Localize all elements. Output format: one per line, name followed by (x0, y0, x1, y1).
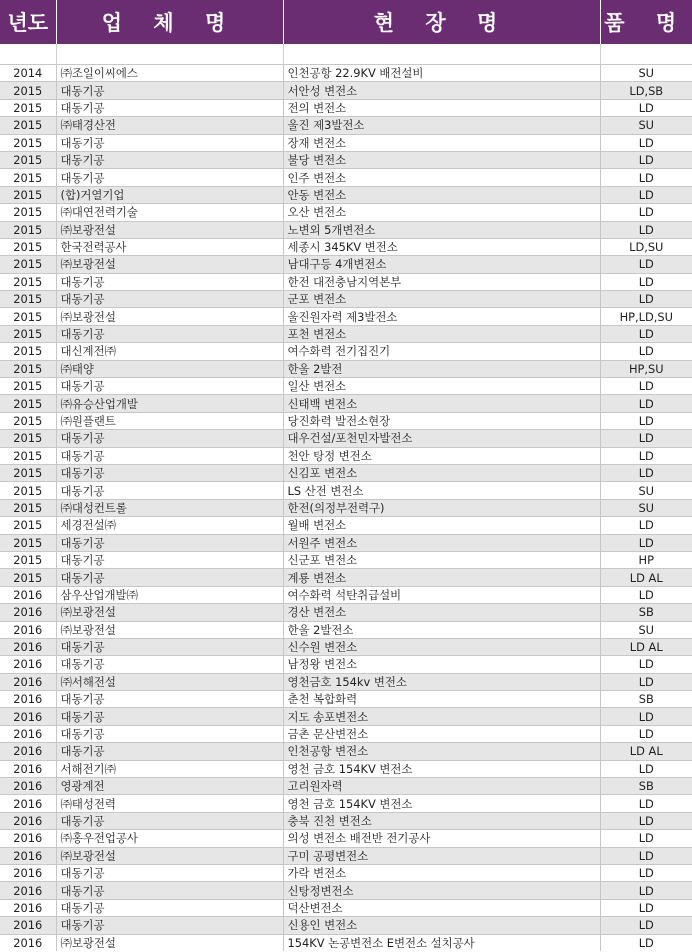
table-row (0, 99, 692, 116)
cell-site: 한울 2발전소 (283, 621, 600, 638)
table-row (0, 325, 692, 342)
cell-product: LD (600, 99, 692, 116)
table-row (0, 186, 692, 203)
cell-year: 2015 (0, 238, 56, 255)
cell-year: 2015 (0, 412, 56, 429)
cell-product: LD (600, 812, 692, 829)
cell-company: ㈜홍우전업공사 (56, 830, 283, 847)
cell-product: LD (600, 795, 692, 812)
cell-company: 대동기공 (56, 169, 283, 186)
cell-product: LD (600, 134, 692, 151)
table-row (0, 273, 692, 290)
table-row (0, 760, 692, 777)
cell-year: 2015 (0, 378, 56, 395)
cell-year: 2015 (0, 447, 56, 464)
cell-company: (합)거열기업 (56, 186, 283, 203)
cell-product: LD (600, 534, 692, 551)
cell-year: 2014 (0, 65, 56, 82)
cell-product: LD (600, 325, 692, 342)
cell-year: 2015 (0, 151, 56, 168)
cell-year: 2016 (0, 917, 56, 934)
cell-site: 포천 변전소 (283, 325, 600, 342)
cell-site: 울진 제3발전소 (283, 117, 600, 134)
cell-year: 2016 (0, 708, 56, 725)
header-spacer (0, 44, 692, 65)
table-row (0, 673, 692, 690)
cell-product: LD (600, 586, 692, 603)
cell-company: 대동기공 (56, 569, 283, 586)
table-row (0, 360, 692, 377)
cell-product: LD,SU (600, 238, 692, 255)
cell-product: LD (600, 395, 692, 412)
table-row (0, 725, 692, 742)
cell-site: 불당 변전소 (283, 151, 600, 168)
header-company: 업 체 명 (56, 0, 283, 44)
cell-company: 대동기공 (56, 534, 283, 551)
cell-year: 2016 (0, 847, 56, 864)
cell-company: 대동기공 (56, 899, 283, 916)
table-row (0, 151, 692, 168)
cell-site: 전의 변전소 (283, 99, 600, 116)
cell-company: 대동기공 (56, 378, 283, 395)
cell-site: 신수원 변전소 (283, 638, 600, 655)
cell-product: LD (600, 447, 692, 464)
cell-site: 신탕정변전소 (283, 882, 600, 899)
table-row (0, 238, 692, 255)
cell-site: 세종시 345KV 변전소 (283, 238, 600, 255)
cell-site: 의성 변전소 배전반 전기공사 (283, 830, 600, 847)
cell-company: 대동기공 (56, 447, 283, 464)
cell-product: LD (600, 343, 692, 360)
table-row (0, 534, 692, 551)
cell-product: LD (600, 725, 692, 742)
cell-product: LD (600, 656, 692, 673)
table-row (0, 812, 692, 829)
cell-year: 2016 (0, 899, 56, 916)
cell-company: 삼우산업개발㈜ (56, 586, 283, 603)
table-row (0, 830, 692, 847)
table-row (0, 743, 692, 760)
table-row (0, 82, 692, 99)
cell-year: 2015 (0, 204, 56, 221)
cell-company: 대동기공 (56, 882, 283, 899)
table-row (0, 464, 692, 481)
cell-company: 대동기공 (56, 638, 283, 655)
cell-year: 2016 (0, 864, 56, 881)
cell-site: 오산 변전소 (283, 204, 600, 221)
cell-company: ㈜태성전력 (56, 795, 283, 812)
cell-year: 2015 (0, 499, 56, 516)
cell-year: 2015 (0, 482, 56, 499)
cell-site: 고리원자력 (283, 778, 600, 795)
cell-product: LD (600, 204, 692, 221)
cell-site: 신군포 변전소 (283, 551, 600, 568)
cell-product: LD (600, 151, 692, 168)
cell-site: 덕산변전소 (283, 899, 600, 916)
cell-site: 인천공항 22.9KV 배전설비 (283, 65, 600, 82)
cell-product: SU (600, 117, 692, 134)
cell-year: 2015 (0, 464, 56, 481)
cell-site: 천안 탕정 변전소 (283, 447, 600, 464)
cell-site: 월배 변전소 (283, 517, 600, 534)
cell-site: 신김포 변전소 (283, 464, 600, 481)
table-row (0, 864, 692, 881)
table-row (0, 621, 692, 638)
cell-company: 대동기공 (56, 82, 283, 99)
table-row (0, 291, 692, 308)
cell-year: 2015 (0, 99, 56, 116)
cell-site: 금촌 문산변전소 (283, 725, 600, 742)
cell-company: 대동기공 (56, 551, 283, 568)
table-row (0, 847, 692, 864)
header-year: 년도 (0, 0, 56, 44)
cell-product: HP,SU (600, 360, 692, 377)
cell-site: 계룡 변전소 (283, 569, 600, 586)
cell-product: LD (600, 917, 692, 934)
table-row (0, 221, 692, 238)
cell-company: 대동기공 (56, 743, 283, 760)
cell-company: 대동기공 (56, 656, 283, 673)
header-product: 품 명 (600, 0, 692, 44)
cell-company: 대동기공 (56, 864, 283, 881)
cell-year: 2015 (0, 343, 56, 360)
cell-site: 서원주 변전소 (283, 534, 600, 551)
cell-product: LD (600, 847, 692, 864)
cell-year: 2015 (0, 273, 56, 290)
cell-company: 대동기공 (56, 99, 283, 116)
cell-year: 2016 (0, 812, 56, 829)
cell-site: 장재 변전소 (283, 134, 600, 151)
cell-site: 울진원자력 제3발전소 (283, 308, 600, 325)
cell-year: 2015 (0, 569, 56, 586)
cell-site: 인주 변전소 (283, 169, 600, 186)
cell-year: 2016 (0, 743, 56, 760)
cell-company: ㈜조일이씨에스 (56, 65, 283, 82)
cell-company: 대동기공 (56, 151, 283, 168)
cell-product: LD (600, 934, 692, 951)
cell-product: LD (600, 830, 692, 847)
cell-company: 대동기공 (56, 691, 283, 708)
cell-site: 남정왕 변전소 (283, 656, 600, 673)
cell-site: 한울 2발전 (283, 360, 600, 377)
cell-site: 154KV 논공변전소 E변전소 설치공사 (283, 934, 600, 951)
cell-year: 2015 (0, 308, 56, 325)
cell-company: ㈜대연전력기술 (56, 204, 283, 221)
cell-company: ㈜보광전설 (56, 308, 283, 325)
cell-year: 2016 (0, 586, 56, 603)
cell-product: LD AL (600, 569, 692, 586)
cell-site: 군포 변전소 (283, 291, 600, 308)
cell-product: SU (600, 499, 692, 516)
table-row (0, 934, 692, 951)
cell-product: LD (600, 412, 692, 429)
cell-product: LD (600, 517, 692, 534)
cell-company: 대동기공 (56, 725, 283, 742)
cell-company: ㈜태경산전 (56, 117, 283, 134)
cell-product: HP (600, 551, 692, 568)
table-row (0, 899, 692, 916)
cell-year: 2016 (0, 725, 56, 742)
table-row (0, 795, 692, 812)
cell-site: 안동 변전소 (283, 186, 600, 203)
cell-site: 영천금호 154kv 변전소 (283, 673, 600, 690)
cell-product: LD (600, 378, 692, 395)
cell-site: 대우건설/포천민자발전소 (283, 430, 600, 447)
cell-year: 2016 (0, 934, 56, 951)
table-row (0, 343, 692, 360)
cell-product: LD (600, 256, 692, 273)
table-body (0, 44, 692, 951)
cell-site: 인천공항 변전소 (283, 743, 600, 760)
cell-product: LD (600, 430, 692, 447)
cell-year: 2015 (0, 517, 56, 534)
cell-product: LD,SB (600, 82, 692, 99)
table-row (0, 395, 692, 412)
cell-site: 남대구등 4개변전소 (283, 256, 600, 273)
cell-product: LD (600, 882, 692, 899)
cell-year: 2015 (0, 430, 56, 447)
table-row (0, 447, 692, 464)
cell-year: 2016 (0, 760, 56, 777)
table-row (0, 256, 692, 273)
cell-company: ㈜원플랜트 (56, 412, 283, 429)
cell-year: 2016 (0, 621, 56, 638)
cell-site: 서안성 변전소 (283, 82, 600, 99)
cell-year: 2015 (0, 256, 56, 273)
cell-year: 2015 (0, 360, 56, 377)
cell-product: LD (600, 273, 692, 290)
cell-company: ㈜보광전설 (56, 221, 283, 238)
cell-company: ㈜유승산업개발 (56, 395, 283, 412)
cell-site: 당진화력 발전소현장 (283, 412, 600, 429)
cell-company: 대동기공 (56, 464, 283, 481)
cell-site: 영천 금호 154KV 변전소 (283, 760, 600, 777)
table-row (0, 517, 692, 534)
cell-year: 2016 (0, 656, 56, 673)
cell-year: 2015 (0, 134, 56, 151)
cell-product: SB (600, 778, 692, 795)
cell-year: 2016 (0, 691, 56, 708)
cell-company: 대동기공 (56, 134, 283, 151)
cell-site: 춘천 복합화력 (283, 691, 600, 708)
cell-company: 대동기공 (56, 325, 283, 342)
cell-product: SB (600, 691, 692, 708)
cell-company: 대동기공 (56, 812, 283, 829)
cell-year: 2015 (0, 221, 56, 238)
cell-company: 영광계전 (56, 778, 283, 795)
table-row (0, 499, 692, 516)
cell-product: LD (600, 864, 692, 881)
table-row (0, 638, 692, 655)
cell-company: 대신계전㈜ (56, 343, 283, 360)
cell-company: 대동기공 (56, 430, 283, 447)
cell-site: 경산 변전소 (283, 604, 600, 621)
cell-product: SB (600, 604, 692, 621)
cell-product: LD AL (600, 743, 692, 760)
cell-product: SU (600, 621, 692, 638)
table-row (0, 569, 692, 586)
table-row (0, 882, 692, 899)
cell-product: LD (600, 186, 692, 203)
cell-site: 일산 변전소 (283, 378, 600, 395)
cell-year: 2015 (0, 395, 56, 412)
table-row (0, 586, 692, 603)
table-row (0, 778, 692, 795)
cell-company: ㈜보광전설 (56, 621, 283, 638)
cell-company: ㈜보광전설 (56, 934, 283, 951)
cell-product: LD (600, 673, 692, 690)
cell-company: 대동기공 (56, 708, 283, 725)
cell-product: SU (600, 65, 692, 82)
cell-year: 2015 (0, 186, 56, 203)
cell-company: 서해전기㈜ (56, 760, 283, 777)
table-row (0, 378, 692, 395)
table-row (0, 604, 692, 621)
cell-year: 2016 (0, 604, 56, 621)
cell-year: 2015 (0, 291, 56, 308)
cell-site: 신태백 변전소 (283, 395, 600, 412)
cell-product: LD (600, 291, 692, 308)
table-row (0, 691, 692, 708)
cell-site: 여수화력 석탄취급설비 (283, 586, 600, 603)
cell-site: 영천 금호 154KV 변전소 (283, 795, 600, 812)
cell-year: 2016 (0, 638, 56, 655)
cell-company: 대동기공 (56, 482, 283, 499)
cell-company: 세경전설㈜ (56, 517, 283, 534)
cell-product: LD (600, 464, 692, 481)
cell-year: 2015 (0, 551, 56, 568)
cell-product: SU (600, 482, 692, 499)
cell-site: 구미 공평변전소 (283, 847, 600, 864)
table-row (0, 551, 692, 568)
cell-year: 2016 (0, 830, 56, 847)
cell-company: ㈜보광전설 (56, 256, 283, 273)
cell-company: 한국전력공사 (56, 238, 283, 255)
cell-site: 지도 송포변전소 (283, 708, 600, 725)
cell-company: ㈜보광전설 (56, 847, 283, 864)
cell-year: 2015 (0, 169, 56, 186)
cell-company: ㈜보광전설 (56, 604, 283, 621)
table-row (0, 308, 692, 325)
cell-site: 한전 대전충남지역본부 (283, 273, 600, 290)
table-row (0, 482, 692, 499)
cell-site: 한전(의정부전력구) (283, 499, 600, 516)
cell-product: LD AL (600, 638, 692, 655)
table-row (0, 169, 692, 186)
cell-product: HP,LD,SU (600, 308, 692, 325)
cell-company: 대동기공 (56, 291, 283, 308)
table-row (0, 204, 692, 221)
cell-product: LD (600, 708, 692, 725)
table-header (0, 0, 692, 44)
cell-site: 충북 진천 변전소 (283, 812, 600, 829)
table-row (0, 117, 692, 134)
table-row (0, 917, 692, 934)
cell-year: 2015 (0, 82, 56, 99)
table-row (0, 430, 692, 447)
cell-site: 여수화력 전기집진기 (283, 343, 600, 360)
cell-year: 2015 (0, 534, 56, 551)
cell-company: 대동기공 (56, 917, 283, 934)
table-row (0, 708, 692, 725)
cell-site: 가락 변전소 (283, 864, 600, 881)
cell-year: 2015 (0, 325, 56, 342)
table-row (0, 134, 692, 151)
table-row (0, 65, 692, 82)
cell-year: 2016 (0, 795, 56, 812)
cell-product: LD (600, 221, 692, 238)
cell-product: LD (600, 899, 692, 916)
cell-site: 노변외 5개변전소 (283, 221, 600, 238)
cell-site: LS 산전 변전소 (283, 482, 600, 499)
cell-company: ㈜태양 (56, 360, 283, 377)
cell-year: 2016 (0, 882, 56, 899)
table-row (0, 656, 692, 673)
cell-site: 신용인 변전소 (283, 917, 600, 934)
cell-product: LD (600, 169, 692, 186)
table-row (0, 412, 692, 429)
cell-company: ㈜서해전설 (56, 673, 283, 690)
cell-product: LD (600, 760, 692, 777)
cell-year: 2015 (0, 117, 56, 134)
cell-year: 2016 (0, 778, 56, 795)
cell-company: 대동기공 (56, 273, 283, 290)
cell-company: ㈜대성컨트롤 (56, 499, 283, 516)
header-site: 현 장 명 (283, 0, 600, 44)
cell-year: 2016 (0, 673, 56, 690)
